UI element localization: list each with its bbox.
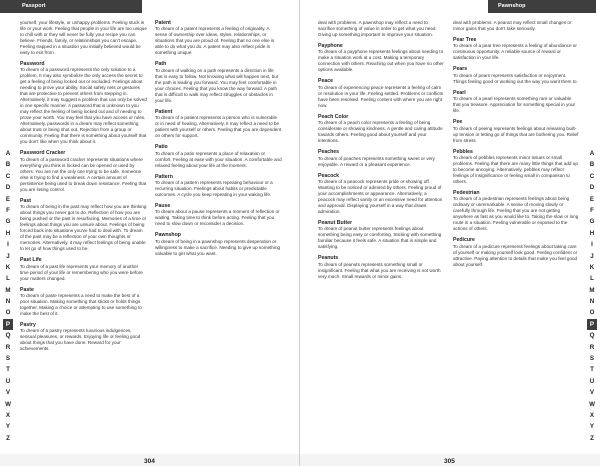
thumb-index-letter[interactable]: O	[589, 309, 595, 317]
dictionary-entry	[155, 144, 282, 168]
left-page-number: 304	[144, 458, 155, 465]
thumb-index-letter[interactable]: U	[5, 377, 11, 385]
entry-body: To dream of experiencing peace represents a feeling of calm or resolution in your life. Feeling settled. Problems or conflicts have been resolved. Feeling content with where you are right now.	[318, 84, 444, 108]
thumb-index-letter[interactable]: Y	[589, 423, 595, 431]
dictionary-entry	[453, 20, 580, 32]
thumb-index-letter[interactable]: F	[6, 206, 10, 214]
thumb-index-letter[interactable]: G	[589, 218, 595, 226]
dictionary-entry	[20, 322, 147, 352]
thumb-index-letter[interactable]: A	[589, 150, 595, 157]
entry-title: Pee	[453, 119, 463, 126]
thumb-index-letter[interactable]: Q	[5, 332, 11, 340]
entry-body: To dream of a patient represents a person who is vulnerable or in need of healing. Alternatively, it may reflect a need to be patient with yourself or others. Feeling that you are dependent on others for support.	[155, 115, 282, 139]
thumb-index-letter[interactable]: M	[589, 286, 595, 294]
dictionary-entry	[20, 61, 147, 145]
entry-body: To dream of walking on a path represents a direction in life that is easy to follow. Not knowing what will happen next, but the path is leading you forward. You may feel comfortable in your choices. Feeling that you know the way forward. A path that is difficult to walk may reflect struggles or obstacles in your life.	[155, 67, 279, 103]
thumb-index-letter[interactable]: K	[5, 263, 11, 271]
entry-title: Patio	[155, 144, 168, 151]
entry-title: Peaches	[318, 149, 340, 156]
thumb-index-letter[interactable]: T	[6, 366, 10, 374]
thumb-index-letter[interactable]: C	[589, 172, 595, 180]
entry-title: Pears	[453, 66, 468, 73]
entry-body: To dream of a pear tree represents a feeling of abundance or continuous opportunity. A reliable source of reward or satisfaction in your life.	[453, 43, 577, 61]
entry-body: To dream of peanuts represents something small or insignificant. Feeling that what you are receiving is not worth very much. Small rewards or minor gains.	[318, 261, 441, 279]
dictionary-entry	[453, 119, 580, 143]
dictionary-entry	[318, 114, 445, 144]
thumb-index-letter[interactable]: E	[5, 195, 11, 203]
thumb-index-letter[interactable]: O	[5, 309, 11, 317]
dictionary-entry	[318, 149, 445, 167]
thumb-index-letter[interactable]: I	[591, 241, 593, 249]
thumb-index-letter[interactable]: P	[3, 319, 13, 330]
entry-body: To dream of being in the past may reflect how you are thinking about things you never got to do. Reflection of how you are being pushed or the past is resurfacing. Memories of a time or feelings about things you are unsure about. Feelings of being forced back into situations you've had to deal with. To dream of the past may be a reflection of your own thoughts or memories. Alternatively, it may reflect feelings of being unable to let go of how things used to be.	[20, 204, 147, 252]
thumb-index-letter[interactable]: T	[590, 366, 594, 374]
entry-body: To dream of a pedicure represents feelings about taking care of yourself or making yourself look good. Feeling confident or attractive. Paying attention to details that make you feel good about yourself.	[453, 243, 578, 267]
dictionary-entry	[20, 257, 147, 281]
thumb-index-letter[interactable]: D	[5, 184, 11, 192]
thumb-index-letter[interactable]: D	[589, 184, 595, 192]
entry-body: To dream of peeing represents feelings about releasing built-up tension or letting go of things that are bothering you. Relief from stress.	[453, 125, 579, 143]
dictionary-entry	[20, 198, 147, 252]
thumb-index-letter[interactable]: V	[5, 389, 11, 397]
thumb-index-letter[interactable]: Y	[5, 423, 11, 431]
thumb-index-letter[interactable]: K	[589, 263, 595, 271]
entry-title: Pear Tree	[453, 37, 477, 43]
dictionary-entry	[453, 237, 580, 267]
right-columns	[318, 20, 580, 450]
dictionary-entry	[155, 203, 282, 227]
thumb-index-letter[interactable]: R	[589, 343, 595, 351]
dictionary-entry	[318, 43, 445, 73]
dictionary-entry	[20, 287, 147, 317]
dictionary-entry	[155, 174, 282, 198]
entry-title: Pause	[155, 203, 171, 210]
dictionary-entry	[155, 232, 282, 256]
entry-body: deal with problems. A pawnshop may reflect a need to sacrifice something of value in order to get what you need. Giving up something important to improve your situation.	[318, 20, 437, 37]
entry-body: To dream about a pause represents a moment of reflection or waiting. Taking time to think before acting. Feeling that you need to slow down or reconsider a decision.	[155, 209, 280, 227]
dictionary-entry	[155, 109, 282, 139]
entry-title: Peanuts	[318, 255, 339, 262]
thumb-index-letter[interactable]: S	[5, 355, 11, 363]
entry-title: Peach Color	[318, 113, 349, 120]
entry-title: Past	[20, 197, 31, 204]
thumb-index-letter[interactable]: A	[5, 150, 11, 157]
entry-title: Peacock	[318, 172, 340, 179]
thumb-index-letter[interactable]: E	[589, 195, 595, 203]
thumb-index-letter[interactable]: U	[589, 377, 595, 385]
thumb-index-letter[interactable]: N	[589, 298, 595, 306]
dictionary-entry	[20, 150, 147, 192]
thumb-index-letter[interactable]: C	[5, 172, 11, 180]
entry-body: To dream of peanut butter represents feelings about something being easy or comforting. Sticking with something familiar because it feels safe. A situation that is simple and satisfying.	[318, 226, 442, 250]
thumb-index-letter[interactable]: L	[590, 275, 594, 283]
dictionary-entry	[453, 190, 580, 232]
entry-body: To dream of pears represents satisfaction or enjoyment. Things feeling good or working out the way you want them to.	[453, 72, 578, 84]
entry-title: Pedestrian	[453, 190, 480, 197]
dictionary-entry	[318, 20, 445, 38]
entry-title: Pebbles	[453, 148, 473, 155]
entry-body: To dream of a pedestrian represents feelings about being ordinary or unremarkable. A sense of moving slowly or carefully through life. Feeling that you are not getting anywhere as fast as you would like to. Taking the slow or long route in a situation. Feeling vulnerable or exposed to the actions of others.	[453, 196, 579, 232]
entry-body: To dream of a password cracker represents situations where everything you think is locked can be opened or used by others. You are not the only one trying to be safe. Someone else is trying to find a weakness. A certain amount of persistence being used to break down resistance. Feeling that you are losing control.	[20, 156, 147, 192]
dictionary-entry	[453, 37, 580, 61]
entry-title: Pedicure	[453, 237, 475, 244]
entry-title: Password Cracker	[20, 150, 66, 157]
thumb-index-letter[interactable]: B	[5, 161, 11, 169]
thumb-index-letter[interactable]: V	[589, 389, 595, 397]
right-thumb-index	[587, 148, 597, 444]
entry-body: To dream of paste represents a need to make the best of a poor situation. Making something that sticks or holds things together. Making a choice or attempting to use something to make the best of it.	[20, 293, 142, 317]
thumb-index-letter[interactable]: X	[589, 411, 595, 419]
thumb-index-letter[interactable]: H	[589, 229, 595, 237]
entry-body: To dream of a pastry represents luxurious indulgences, sensual pleasures, or rewards. Enjoying life or feeling good about things that you have done. Reward for your achievements.	[20, 328, 141, 352]
entry-title: Password	[20, 61, 45, 67]
thumb-index-letter[interactable]: W	[589, 400, 595, 408]
left-column-1	[20, 20, 147, 450]
entry-body: To dream of a password represents the only solution to a problem. It may also symbolize the only access the secret to get a feeling of being locked out or excluded. Feelings about needing to prove your ability. Social safety nets or gestures that are protective to prevent others from stepping in. Alternatively, it may suggest a problem that can only be solved in one specific manner. A password that is unknown to you may reflect the feeling of being locked out and of needing to prove your worth. You may feel that you have access or rules. Alternatively, passwords in a dream may reflect something about trust or being shut out. Rejection from a group or community. Feeling that there is something about yourself that you don't like when you think about it.	[20, 67, 147, 145]
dictionary-entry	[453, 66, 580, 84]
dictionary-entry	[318, 255, 445, 279]
left-thumb-index	[3, 148, 13, 444]
entry-body: To dream of a payphone represents feelings about needing to make a situation work at a cost. Making a temporary connection with others. Reaching out when you have no other options available.	[318, 49, 444, 73]
entry-body: To dream of a peacock represents pride or showing off. Wanting to be noticed or admired by others. Feeling proud of your accomplishments or appearance. Alternatively, a peacock may reflect vanity or an excessive need for attention and approval. Displaying yourself in a way that draws admiration.	[318, 179, 443, 215]
thumb-index-letter[interactable]: Z	[6, 434, 10, 442]
entry-body: To dream of a pearl represents something rare or valuable that you treasure. Appreciation for something special in your life.	[453, 96, 576, 114]
thumb-index-letter[interactable]: N	[5, 298, 11, 306]
entry-title: Patient	[155, 108, 173, 115]
thumb-index-letter[interactable]: G	[5, 218, 11, 226]
entry-body: To dream of being in a pawnshop represents desperation or willingness to make a sacrifice. Needing to give up something valuable to get what you want.	[155, 238, 281, 256]
entry-title: Pearl	[453, 89, 466, 96]
entry-body: To dream of a past life represents your memory of another time period of your life or remembering who you were before your matters changed.	[20, 263, 143, 281]
dictionary-entry	[155, 61, 282, 103]
entry-body: To dream of a patio represents a place of relaxation or comfort. Feeling at ease with your situation. A comfortable and relaxed feeling about your life at the moment.	[155, 150, 282, 168]
right-page	[300, 0, 600, 466]
thumb-index-letter[interactable]: J	[6, 252, 10, 260]
thumb-index-letter[interactable]: R	[5, 343, 11, 351]
entry-title: Path	[155, 61, 167, 68]
entry-body: To dream of peaches represents something sweet or very enjoyable. A reward or a pleasant experience.	[318, 155, 435, 167]
entry-title: Patent	[155, 20, 171, 26]
thumb-index-letter[interactable]: W	[5, 400, 11, 408]
entry-title: Payphone	[318, 43, 343, 49]
entry-body: To dream of pebbles represents minor issues or small problems. Feeling that there are many little things that add up to become annoying. Alternatively, pebbles may reflect feelings of insignificance or feeling small in comparison to others.	[453, 155, 578, 185]
thumb-index-letter[interactable]: M	[5, 286, 11, 294]
entry-title: Peace	[318, 78, 334, 85]
thumb-index-letter[interactable]: I	[7, 241, 9, 249]
entry-title: Pastry	[20, 322, 36, 329]
left-column-2	[155, 20, 282, 450]
thumb-index-letter[interactable]: P	[587, 319, 597, 330]
entry-title: Pattern	[155, 173, 173, 180]
thumb-index-letter[interactable]: B	[589, 161, 595, 169]
entry-body: To dream of a peach color represents a feeling of being considerate or showing kindness. A gentle and caring attitude towards others. Feeling good about yourself and your intentions.	[318, 120, 443, 144]
dictionary-entry	[318, 173, 445, 215]
entry-title: Pawnshop	[155, 232, 181, 239]
entry-title: Past Life	[20, 257, 42, 264]
entry-body: deal with problems. A peanut may reflect small changes or minor gains that you don't take seriously.	[453, 20, 572, 31]
right-column-2	[453, 20, 580, 450]
right-page-number: 305	[444, 458, 455, 465]
thumb-index-letter[interactable]: Q	[589, 332, 595, 340]
right-column-1	[318, 20, 445, 450]
thumb-index-letter[interactable]: F	[590, 206, 594, 214]
left-running-header: Passport	[0, 0, 142, 13]
thumb-index-letter[interactable]: S	[589, 355, 595, 363]
thumb-index-letter[interactable]: L	[6, 275, 10, 283]
entry-title: Paste	[20, 286, 34, 293]
dictionary-entry	[318, 220, 445, 250]
right-running-header: Pawnshop	[488, 0, 596, 13]
entry-body: yourself, your lifestyle, or unhappy problems. Feeling stuck in life or your work. Feeling that people in your life are too unique to chill with or they will never be fully your recipe you can believe. Friends, family, or relationships you can't escape. Feeling trapped in a situation you initially believed would be easy to exit from.	[20, 20, 147, 55]
thumb-index-letter[interactable]: H	[5, 229, 11, 237]
left-columns	[20, 20, 282, 450]
dictionary-entry	[318, 78, 445, 108]
entry-body: To dream of a pattern represents repeating behaviour or a recurring situation. Feelings about habits or predictable outcomes. A cycle you keep repeating in your waking life.	[155, 180, 273, 198]
thumb-index-letter[interactable]: Z	[590, 434, 594, 442]
entry-title: Peanut Butter	[318, 220, 353, 227]
thumb-index-letter[interactable]: J	[590, 252, 594, 260]
dictionary-entry	[155, 20, 282, 56]
entry-body: To dream of a patent represents a feeling of originality. A sense of ownership over ideas, styles, relationships, or situations that you are proud of. Feeling that no one else is able to do what you do. A patent may also reflect pride in something unique.	[155, 26, 275, 56]
dictionary-entry	[453, 149, 580, 185]
thumb-index-letter[interactable]: X	[5, 411, 11, 419]
dictionary-entry	[453, 90, 580, 114]
dictionary-entry	[20, 20, 147, 56]
